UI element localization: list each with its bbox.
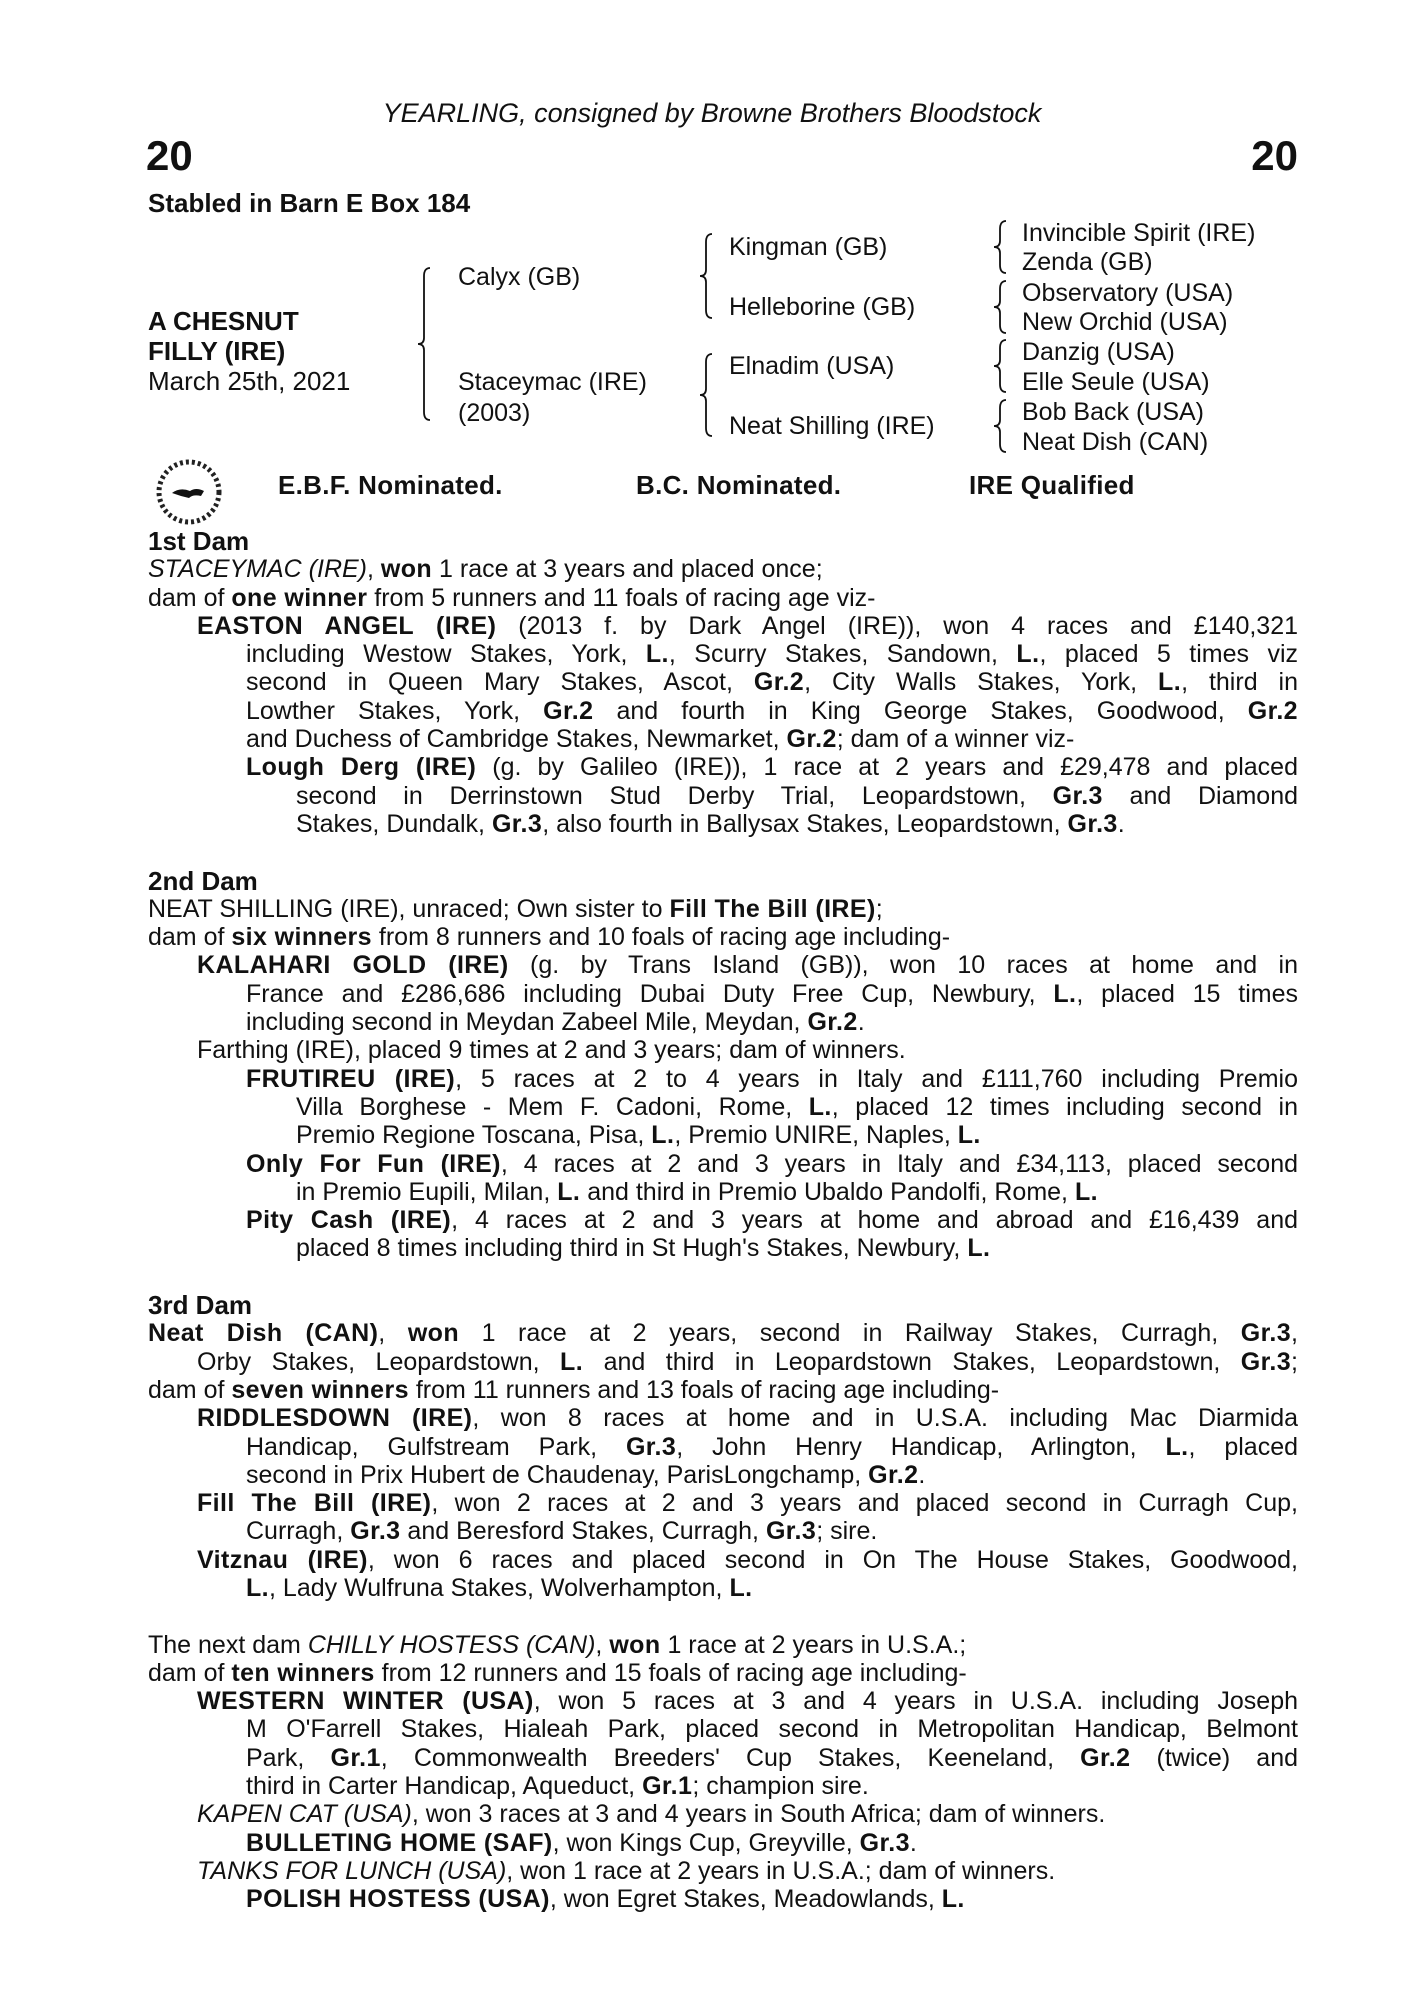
- bold-text: L.: [560, 1347, 584, 1376]
- text: in Premio Eupili, Milan,: [296, 1177, 558, 1206]
- text-line-runner-cont: [148, 1008, 1298, 1036]
- ebf-logo-icon: [150, 453, 228, 531]
- bold-text: L.: [1016, 640, 1040, 669]
- text: , Premio UNIRE, Naples,: [674, 1121, 958, 1150]
- text-line-runner: [148, 1687, 1298, 1715]
- text: ; champion sire.: [692, 1772, 869, 1801]
- bold-text: Gr.2: [753, 668, 805, 697]
- text: Orby Stakes, Leopardstown,: [197, 1347, 561, 1376]
- italic-text: CHILLY HOSTESS (CAN): [307, 1630, 596, 1659]
- bold-text: Gr.2: [807, 1008, 858, 1037]
- text: .: [909, 1828, 917, 1857]
- bold-text: Only For Fun (IRE): [246, 1149, 501, 1178]
- text: and third in Leopardstown Stakes, Leopardstown,: [583, 1347, 1241, 1376]
- bold-text: L.: [729, 1573, 753, 1602]
- bold-text: L.: [1158, 668, 1182, 697]
- text: (twice) and: [1130, 1743, 1298, 1772]
- text-line-runner-cont: [148, 980, 1298, 1008]
- bold-text: POLISH HOSTESS (USA): [246, 1885, 550, 1914]
- text-line-runner: [148, 1800, 1298, 1828]
- gen3-8: Neat Dish (CAN): [1022, 428, 1209, 456]
- bold-text: L.: [557, 1177, 581, 1206]
- text: ,: [378, 1319, 408, 1348]
- gen3-6: Elle Seule (USA): [1022, 368, 1210, 396]
- text: , 5 races at 2 to 4 years in Italy and £111,760 including Premio: [455, 1064, 1298, 1093]
- text-line-runner: [148, 1857, 1298, 1885]
- text: (g. by Galileo (IRE)), 1 race at 2 years and £29,478 and placed: [476, 753, 1298, 782]
- text: The next dam: [148, 1630, 308, 1659]
- bold-text: Gr.3: [1240, 1347, 1292, 1376]
- text: 1 race at 3 years and placed once;: [432, 555, 823, 584]
- bold-text: EASTON ANGEL (IRE): [197, 611, 497, 640]
- text: ,: [367, 555, 381, 584]
- bold-text: Gr.3: [1067, 809, 1118, 838]
- horse-description: [148, 306, 350, 396]
- text: ,: [595, 1630, 610, 1659]
- text: third in Carter Handicap, Aqueduct,: [246, 1772, 643, 1801]
- bold-text: L.: [1074, 1177, 1098, 1206]
- text: 1 race at 2 years, second in Railway Stakes, Curragh,: [459, 1319, 1241, 1348]
- text-line-dam-cont: [148, 1348, 1298, 1376]
- text: 1 race at 2 years in U.S.A.;: [660, 1630, 967, 1659]
- bold-text: Gr.3: [1052, 781, 1103, 810]
- text: , placed 5 times viz: [1039, 640, 1298, 669]
- text-line-dam: [148, 895, 1298, 923]
- pedigree-section-3: [148, 1291, 1298, 1602]
- text-line-dam: [148, 555, 1298, 583]
- italic-text: KAPEN CAT (USA): [197, 1800, 412, 1829]
- text: .: [1117, 809, 1125, 838]
- section-spacer: [148, 1263, 1298, 1291]
- text: , John Henry Handicap, Arlington,: [676, 1432, 1166, 1461]
- text: , placed 15 times: [1076, 979, 1298, 1008]
- bold-text: Gr.3: [625, 1432, 677, 1461]
- text-line-runner: [148, 1546, 1298, 1574]
- text-line-dam: [148, 1376, 1298, 1404]
- bold-text: BULLETING HOME (SAF): [246, 1828, 553, 1857]
- gen3-5: Danzig (USA): [1022, 338, 1175, 366]
- bold-text: Gr.3: [1240, 1319, 1292, 1348]
- text-line-sub-runner-cont: [148, 1093, 1298, 1121]
- text-line-sub-runner: [148, 1065, 1298, 1093]
- text-line-sub-runner-cont: [148, 810, 1298, 838]
- bold-text: RIDDLESDOWN (IRE): [197, 1404, 473, 1433]
- text: , placed: [1188, 1432, 1298, 1461]
- bold-text: won: [407, 1319, 460, 1348]
- bold-text: Lough Derg (IRE): [246, 753, 477, 782]
- bc-nominated: B.C. Nominated.: [636, 470, 842, 500]
- bold-text: L.: [967, 1234, 991, 1263]
- text: from 5 runners and 11 foals of racing age viz-: [367, 583, 876, 612]
- text: , won 1 race at 2 years in U.S.A.; dam of winners.: [506, 1856, 1056, 1885]
- text-line-sub-runner-cont: [148, 1234, 1298, 1262]
- section-heading: 2nd Dam: [148, 865, 258, 896]
- text-line-runner-cont: [148, 1433, 1298, 1461]
- sire: Calyx (GB): [458, 263, 581, 291]
- pedigree-brace-gen1: [418, 268, 432, 420]
- bold-text: Gr.1: [330, 1743, 381, 1772]
- bold-text: Fill The Bill (IRE): [197, 1489, 432, 1518]
- bold-text: L.: [651, 1121, 675, 1150]
- text: Curragh,: [246, 1517, 351, 1546]
- text: , won Kings Cup, Greyville,: [552, 1828, 860, 1857]
- dam: Staceymac (IRE): [458, 368, 647, 396]
- text-line-runner: [148, 1404, 1298, 1432]
- text: NEAT SHILLING (IRE), unraced; Own sister to: [148, 894, 670, 923]
- text-line-dam: [148, 584, 1298, 612]
- pedigree-brace-gen3-1: [994, 221, 1008, 273]
- text: and Beresford Stakes, Curragh,: [400, 1517, 766, 1546]
- text: Lowther Stakes, York,: [246, 696, 544, 725]
- bold-text: ten winners: [231, 1658, 375, 1687]
- pedigree-section-2: [148, 867, 1298, 1263]
- text: , Lady Wulfruna Stakes, Wolverhampton,: [269, 1573, 730, 1602]
- text: Park,: [246, 1743, 331, 1772]
- text: and Diamond: [1102, 781, 1298, 810]
- ebf-nominated: E.B.F. Nominated.: [278, 470, 503, 500]
- text: , also fourth in Ballysax Stakes, Leopardstown,: [542, 809, 1068, 838]
- section-heading: 1st Dam: [148, 526, 250, 556]
- pedigree-brace-gen2-sire: [700, 234, 714, 318]
- text-line-sub-runner: [148, 1150, 1298, 1178]
- text: .: [918, 1460, 926, 1489]
- text: Farthing (IRE), placed 9 times at 2 and 3 years; dam of winners.: [197, 1036, 906, 1065]
- bold-text: FRUTIREU (IRE): [246, 1064, 456, 1093]
- text-line-dam: [148, 923, 1298, 951]
- text: dam of: [148, 1658, 232, 1687]
- text: Premio Regione Toscana, Pisa,: [296, 1121, 652, 1150]
- text: , 4 races at 2 and 3 years in Italy and £34,113, placed second: [500, 1149, 1298, 1178]
- text-line-sub-runner-cont: [148, 782, 1298, 810]
- bold-text: L.: [957, 1121, 981, 1150]
- gen3-3: Observatory (USA): [1022, 279, 1234, 307]
- text-line-sub-runner: [148, 753, 1298, 781]
- text: , won 6 races and placed second in On The House Stakes, Goodwood,: [367, 1545, 1298, 1574]
- text: (g. by Trans Island (GB)), won 10 races at home and in: [508, 951, 1298, 980]
- italic-text: TANKS FOR LUNCH (USA): [197, 1856, 507, 1885]
- text-line-sub-runner-cont: [148, 1178, 1298, 1206]
- stabling-info: Stabled in Barn E Box 184: [148, 188, 471, 218]
- text: France and £286,686 including Dubai Duty Free Cup, Newbury,: [246, 979, 1054, 1008]
- text-line-runner-cont: [148, 725, 1298, 753]
- text-line-runner-cont: [148, 697, 1298, 725]
- text-line-runner-cont: [148, 1574, 1298, 1602]
- dam-sire: Elnadim (USA): [729, 352, 895, 380]
- text: Handicap, Gulfstream Park,: [246, 1432, 626, 1461]
- text: Stakes, Dundalk,: [296, 809, 492, 838]
- text: second in Prix Hubert de Chaudenay, ParisLongchamp,: [246, 1460, 869, 1489]
- bold-text: Neat Dish (CAN): [148, 1319, 379, 1348]
- text: , third in: [1181, 668, 1298, 697]
- bold-text: L.: [246, 1573, 270, 1602]
- bold-text: L.: [1053, 979, 1077, 1008]
- text: from 8 runners and 10 foals of racing age including-: [371, 923, 951, 952]
- bold-text: Gr.2: [1247, 696, 1298, 725]
- text: M O'Farrell Stakes, Hialeah Park, placed second in Metropolitan Handicap, Belmont: [246, 1715, 1298, 1744]
- text: second in Derrinstown Stud Derby Trial, Leopardstown,: [296, 781, 1053, 810]
- text-line-dam: [148, 1319, 1298, 1347]
- bold-text: WESTERN WINTER (USA): [197, 1687, 534, 1716]
- bold-text: one winner: [231, 583, 368, 612]
- text: from 11 runners and 13 foals of racing age including-: [408, 1375, 1000, 1404]
- text-line-sub-runner-cont: [148, 1121, 1298, 1149]
- text-line-runner-cont: [148, 1461, 1298, 1489]
- text: ,: [1291, 1319, 1298, 1348]
- dam-year: (2003): [458, 399, 531, 427]
- text: dam of: [148, 1375, 232, 1404]
- dam-dam: Neat Shilling (IRE): [729, 412, 935, 440]
- bold-text: won: [380, 555, 433, 584]
- text: ; sire.: [816, 1517, 878, 1546]
- text: , won 2 races at 2 and 3 years and placed second in Curragh Cup,: [431, 1489, 1298, 1518]
- text-line-dam: [148, 1631, 1298, 1659]
- text: second in Queen Mary Stakes, Ascot,: [246, 668, 754, 697]
- section-spacer: [148, 1602, 1298, 1630]
- text-line-runner-cont: [148, 1715, 1298, 1743]
- pedigree-brace-gen3-2: [994, 281, 1008, 333]
- bold-text: six winners: [231, 923, 372, 952]
- bold-text: Gr.2: [543, 696, 594, 725]
- text-line-runner-cont: [148, 640, 1298, 668]
- italic-text: STACEYMAC (IRE): [148, 555, 367, 584]
- bold-text: L.: [808, 1092, 832, 1121]
- text: dam of: [148, 923, 232, 952]
- pedigree-section-1: [148, 527, 1298, 838]
- text: , placed 12 times including second in: [831, 1092, 1298, 1121]
- bold-text: Pity Cash (IRE): [246, 1206, 452, 1235]
- bold-text: Gr.3: [350, 1517, 401, 1546]
- text-line-runner: [148, 1489, 1298, 1517]
- text-line-dam: [148, 1659, 1298, 1687]
- text: , won 5 races at 3 and 4 years in U.S.A. including Joseph: [533, 1687, 1298, 1716]
- text-line-runner: [148, 612, 1298, 640]
- bold-text: Gr.3: [859, 1828, 910, 1857]
- pedigree-brace-gen2-dam: [700, 354, 714, 436]
- text-line-runner-cont: [148, 1772, 1298, 1800]
- text: ;: [1291, 1347, 1298, 1376]
- text-line-runner-cont: [148, 668, 1298, 696]
- section-heading: 3rd Dam: [148, 1290, 253, 1321]
- text-line-sub-runner: [148, 1885, 1298, 1913]
- text: (2013 f. by Dark Angel (IRE)), won 4 races and £140,321: [496, 611, 1298, 640]
- text: from 12 runners and 15 foals of racing age including-: [374, 1658, 967, 1687]
- pedigree-section-4: [148, 1631, 1298, 1914]
- bold-text: won: [609, 1630, 661, 1659]
- text: , won Egret Stakes, Meadowlands,: [549, 1885, 942, 1914]
- catalogue-page-body: [148, 527, 1298, 1914]
- text: including Westow Stakes, York,: [246, 640, 646, 669]
- text: .: [857, 1008, 865, 1037]
- pedigree-brace-gen3-3: [994, 340, 1008, 392]
- text-line-runner-cont: [148, 1744, 1298, 1772]
- text: and fourth in King George Stakes, Goodwood,: [593, 696, 1248, 725]
- bold-text: Gr.2: [868, 1460, 919, 1489]
- sire-dam: Helleborine (GB): [729, 293, 916, 321]
- text: , Commonwealth Breeders' Cup Stakes, Keeneland,: [380, 1743, 1081, 1772]
- text: placed 8 times including third in St Hugh's Stakes, Newbury,: [296, 1234, 968, 1263]
- text: , won 3 races at 3 and 4 years in South Africa; dam of winners.: [411, 1800, 1106, 1829]
- text: , City Walls Stakes, York,: [804, 668, 1159, 697]
- text: , 4 races at 2 and 3 years at home and abroad and £16,439 and: [451, 1206, 1298, 1235]
- text: Villa Borghese - Mem F. Cadoni, Rome,: [296, 1092, 809, 1121]
- text-line-runner-cont: [148, 1517, 1298, 1545]
- bold-text: Gr.3: [765, 1517, 817, 1546]
- bold-text: Gr.3: [491, 809, 543, 838]
- bold-text: Vitznau (IRE): [197, 1545, 368, 1574]
- bold-text: seven winners: [231, 1375, 409, 1404]
- horse-name-line1: A CHESNUT: [148, 306, 299, 336]
- sire-sire: Kingman (GB): [729, 233, 888, 261]
- bold-text: Gr.2: [1080, 1743, 1131, 1772]
- text: ; dam of a winner viz-: [836, 725, 1075, 754]
- lot-number-right: 20: [1251, 132, 1298, 179]
- bold-text: Fill The Bill (IRE): [669, 894, 876, 923]
- bold-text: Gr.2: [786, 725, 837, 754]
- ire-qualified: IRE Qualified: [969, 470, 1135, 500]
- gen3-4: New Orchid (USA): [1022, 308, 1228, 336]
- text: ;: [875, 894, 883, 923]
- bold-text: L.: [941, 1885, 965, 1914]
- catalogue-title: YEARLING, consigned by Browne Brothers Bloodstock: [382, 98, 1042, 128]
- gen3-2: Zenda (GB): [1022, 248, 1153, 276]
- section-spacer: [148, 838, 1298, 866]
- bold-text: KALAHARI GOLD (IRE): [197, 951, 509, 980]
- text-line-sub-runner: [148, 1829, 1298, 1857]
- lot-number-left: 20: [146, 132, 193, 179]
- text: , won 8 races at home and in U.S.A. including Mac Diarmida: [472, 1404, 1298, 1433]
- horse-name-line2: FILLY (IRE): [148, 336, 286, 366]
- gen3-7: Bob Back (USA): [1022, 398, 1205, 426]
- text: dam of: [148, 583, 232, 612]
- text-line-runner: [148, 951, 1298, 979]
- bold-text: Gr.1: [642, 1772, 693, 1801]
- foaling-date: March 25th, 2021: [148, 366, 351, 396]
- bold-text: L.: [1165, 1432, 1189, 1461]
- gen3-1: Invincible Spirit (IRE): [1022, 219, 1256, 247]
- text-line-runner: [148, 1036, 1298, 1064]
- text: and third in Premio Ubaldo Pandolfi, Rome,: [580, 1177, 1075, 1206]
- text: including second in Meydan Zabeel Mile, Meydan,: [246, 1008, 808, 1037]
- bold-text: L.: [645, 640, 669, 669]
- text: , Scurry Stakes, Sandown,: [668, 640, 1017, 669]
- text: and Duchess of Cambridge Stakes, Newmarket,: [246, 725, 787, 754]
- pedigree-brace-gen3-4: [994, 400, 1008, 452]
- text-line-sub-runner: [148, 1206, 1298, 1234]
